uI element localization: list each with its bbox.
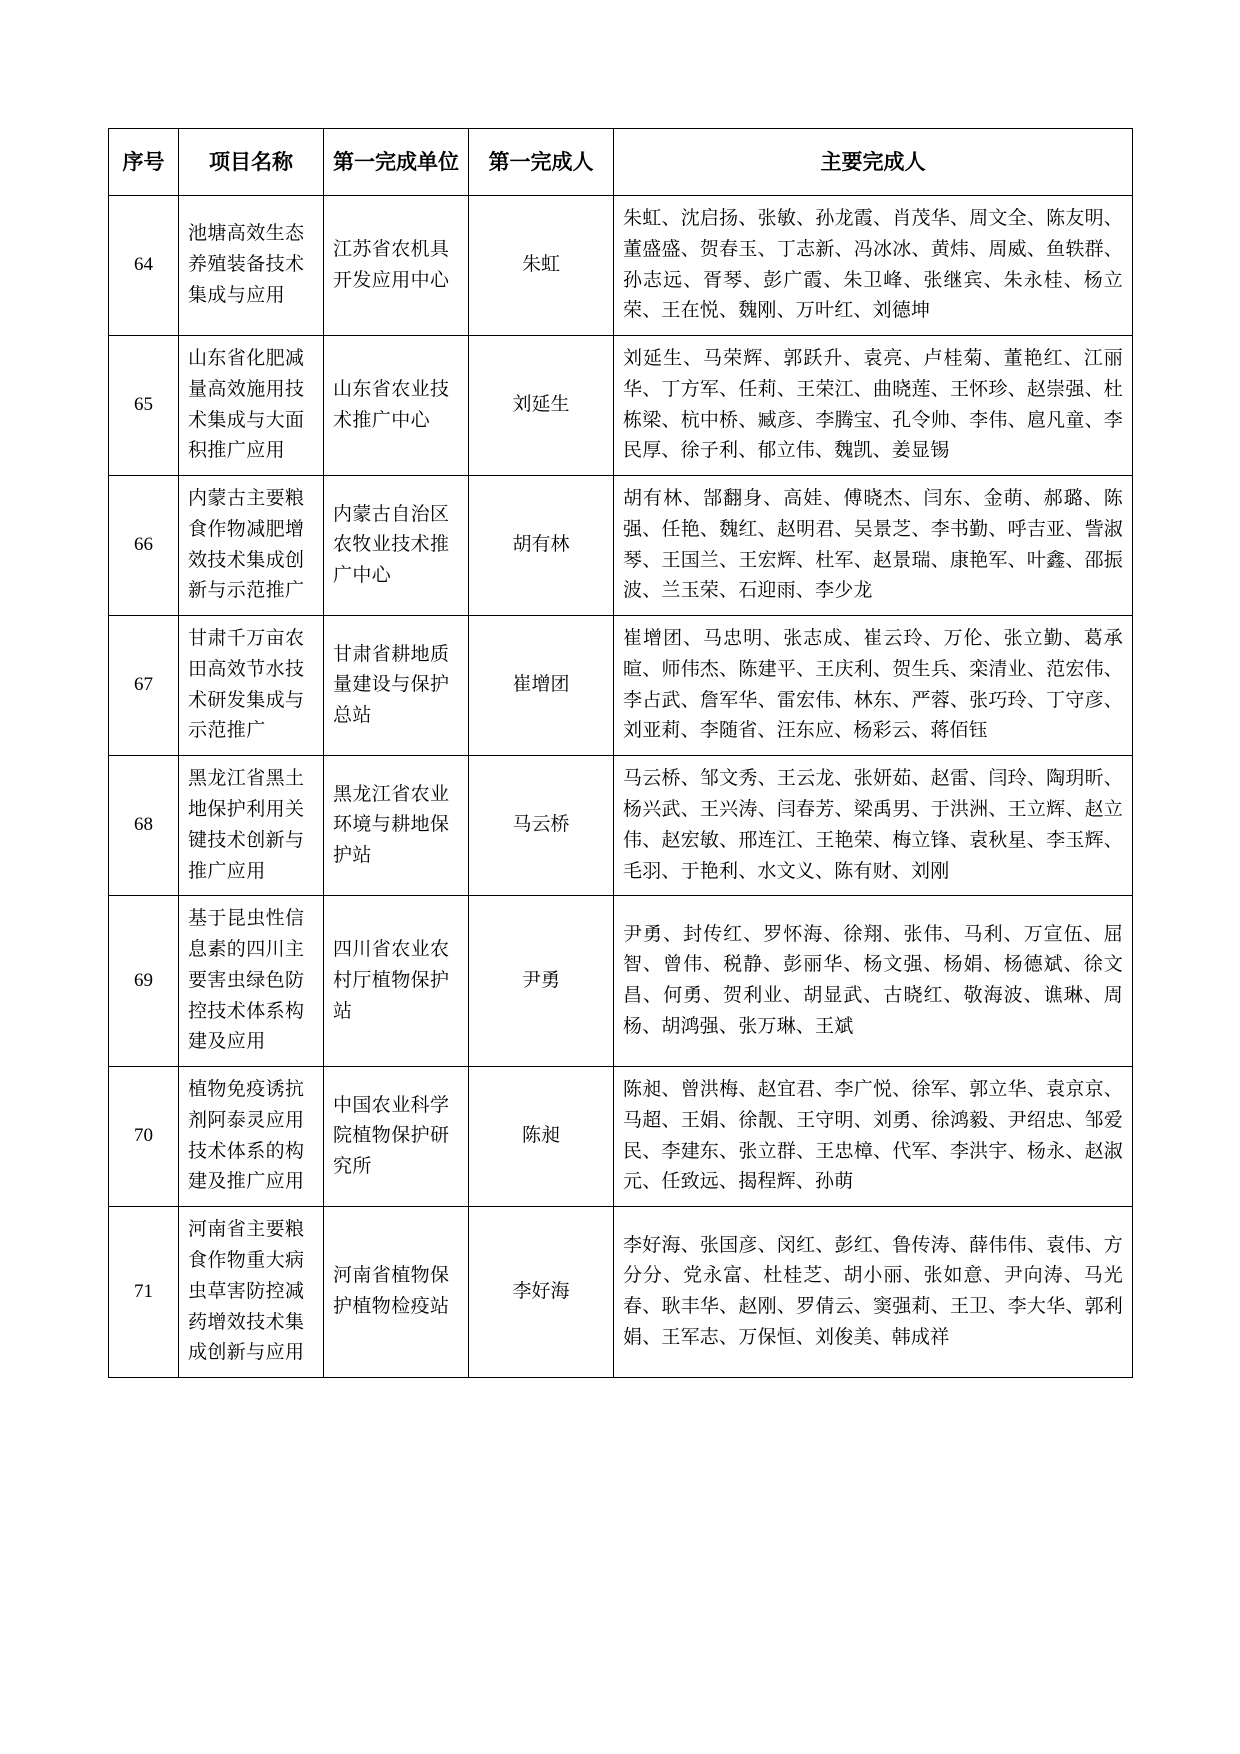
column-header-main-contributors: 主要完成人 — [614, 129, 1133, 196]
cell-main-contributors: 李好海、张国彦、闵红、彭红、鲁传涛、薛伟伟、袁伟、方分分、党永富、杜桂芝、胡小丽、张如意、尹向涛、马光春、耿丰华、赵刚、罗倩云、窦强莉、王卫、李大华、郭利娟、王军志、万保恒、刘俊美、韩成祥 — [614, 1207, 1133, 1378]
table-header-row — [109, 129, 1133, 196]
cell-project-name: 甘肃千万亩农田高效节水技术研发集成与示范推广 — [179, 616, 324, 756]
cell-main-contributors: 陈昶、曾洪梅、赵宜君、李广悦、徐军、郭立华、袁京京、马超、王娟、徐靓、王守明、刘勇、徐鸿毅、尹绍忠、邹爱民、李建东、张立群、王忠樟、代军、李洪宇、杨永、赵淑元、任致远、揭程辉、孙萌 — [614, 1067, 1133, 1207]
cell-first-person: 朱虹 — [469, 196, 614, 336]
cell-project-name: 基于昆虫性信息素的四川主要害虫绿色防控技术体系构建及应用 — [179, 896, 324, 1067]
cell-first-unit: 中国农业科学院植物保护研究所 — [324, 1067, 469, 1207]
cell-first-unit: 山东省农业技术推广中心 — [324, 336, 469, 476]
table-row — [109, 476, 1133, 616]
cell-seq: 64 — [109, 196, 179, 336]
cell-first-person: 崔增团 — [469, 616, 614, 756]
cell-seq: 68 — [109, 756, 179, 896]
cell-project-name: 植物免疫诱抗剂阿泰灵应用技术体系的构建及推广应用 — [179, 1067, 324, 1207]
cell-project-name: 河南省主要粮食作物重大病虫草害防控减药增效技术集成创新与应用 — [179, 1207, 324, 1378]
cell-main-contributors: 朱虹、沈启扬、张敏、孙龙霞、肖茂华、周文全、陈友明、董盛盛、贺春玉、丁志新、冯冰冰、黄炜、周威、鱼轶群、孙志远、胥琴、彭广霞、朱卫峰、张继宾、朱永桂、杨立荣、王在悦、魏刚、万叶红、刘德坤 — [614, 196, 1133, 336]
cell-first-person: 陈昶 — [469, 1067, 614, 1207]
cell-first-person: 刘延生 — [469, 336, 614, 476]
cell-seq: 66 — [109, 476, 179, 616]
table-row — [109, 756, 1133, 896]
cell-seq: 71 — [109, 1207, 179, 1378]
cell-first-person: 尹勇 — [469, 896, 614, 1067]
column-header-first-unit: 第一完成单位 — [324, 129, 469, 196]
cell-seq: 67 — [109, 616, 179, 756]
cell-main-contributors: 刘延生、马荣辉、郭跃升、袁亮、卢桂菊、董艳红、江丽华、丁方军、任莉、王荣江、曲晓莲、王怀珍、赵崇强、杜栋梁、杭中桥、臧彦、李腾宝、孔令帅、李伟、扈凡童、李民厚、徐子利、郁立伟、魏凯、姜显锡 — [614, 336, 1133, 476]
cell-main-contributors: 马云桥、邹文秀、王云龙、张妍茹、赵雷、闫玲、陶玥昕、杨兴武、王兴涛、闫春芳、梁禹男、于洪洲、王立辉、赵立伟、赵宏敏、邢连江、王艳荣、梅立锋、袁秋星、李玉辉、毛羽、于艳利、水文义、陈有财、刘刚 — [614, 756, 1133, 896]
table-row — [109, 1067, 1133, 1207]
cell-first-unit: 内蒙古自治区农牧业技术推广中心 — [324, 476, 469, 616]
column-header-seq: 序号 — [109, 129, 179, 196]
cell-seq: 69 — [109, 896, 179, 1067]
cell-first-unit: 江苏省农机具开发应用中心 — [324, 196, 469, 336]
cell-first-unit: 甘肃省耕地质量建设与保护总站 — [324, 616, 469, 756]
cell-project-name: 山东省化肥减量高效施用技术集成与大面积推广应用 — [179, 336, 324, 476]
column-header-first-person: 第一完成人 — [469, 129, 614, 196]
cell-main-contributors: 胡有林、郜翻身、高娃、傅晓杰、闫东、金萌、郝璐、陈强、任艳、魏红、赵明君、吴景芝、李书勤、呼吉亚、訾淑琴、王国兰、王宏辉、杜军、赵景瑞、康艳军、叶鑫、邵振波、兰玉荣、石迎雨、李少龙 — [614, 476, 1133, 616]
table-row — [109, 196, 1133, 336]
table-row — [109, 896, 1133, 1067]
cell-first-unit: 河南省植物保护植物检疫站 — [324, 1207, 469, 1378]
cell-project-name: 内蒙古主要粮食作物减肥增效技术集成创新与示范推广 — [179, 476, 324, 616]
table-row — [109, 336, 1133, 476]
cell-main-contributors: 崔增团、马忠明、张志成、崔云玲、万伦、张立勤、葛承暄、师伟杰、陈建平、王庆利、贺生兵、栾清业、范宏伟、李占武、詹军华、雷宏伟、林东、严蓉、张巧玲、丁守彦、刘亚莉、李随省、汪东应、杨彩云、蒋佰钰 — [614, 616, 1133, 756]
cell-first-unit: 黑龙江省农业环境与耕地保护站 — [324, 756, 469, 896]
cell-main-contributors: 尹勇、封传红、罗怀海、徐翔、张伟、马利、万宣伍、屈智、曾伟、税静、彭丽华、杨文强、杨娟、杨德斌、徐文昌、何勇、贺利业、胡显武、古晓红、敬海波、谯琳、周杨、胡鸿强、张万琳、王斌 — [614, 896, 1133, 1067]
cell-first-person: 李好海 — [469, 1207, 614, 1378]
award-projects-table — [108, 128, 1133, 1378]
column-header-project-name: 项目名称 — [179, 129, 324, 196]
cell-project-name: 池塘高效生态养殖装备技术集成与应用 — [179, 196, 324, 336]
cell-first-person: 胡有林 — [469, 476, 614, 616]
table-row — [109, 1207, 1133, 1378]
cell-project-name: 黑龙江省黑土地保护利用关键技术创新与推广应用 — [179, 756, 324, 896]
table-row — [109, 616, 1133, 756]
cell-first-person: 马云桥 — [469, 756, 614, 896]
cell-seq: 70 — [109, 1067, 179, 1207]
cell-seq: 65 — [109, 336, 179, 476]
cell-first-unit: 四川省农业农村厅植物保护站 — [324, 896, 469, 1067]
